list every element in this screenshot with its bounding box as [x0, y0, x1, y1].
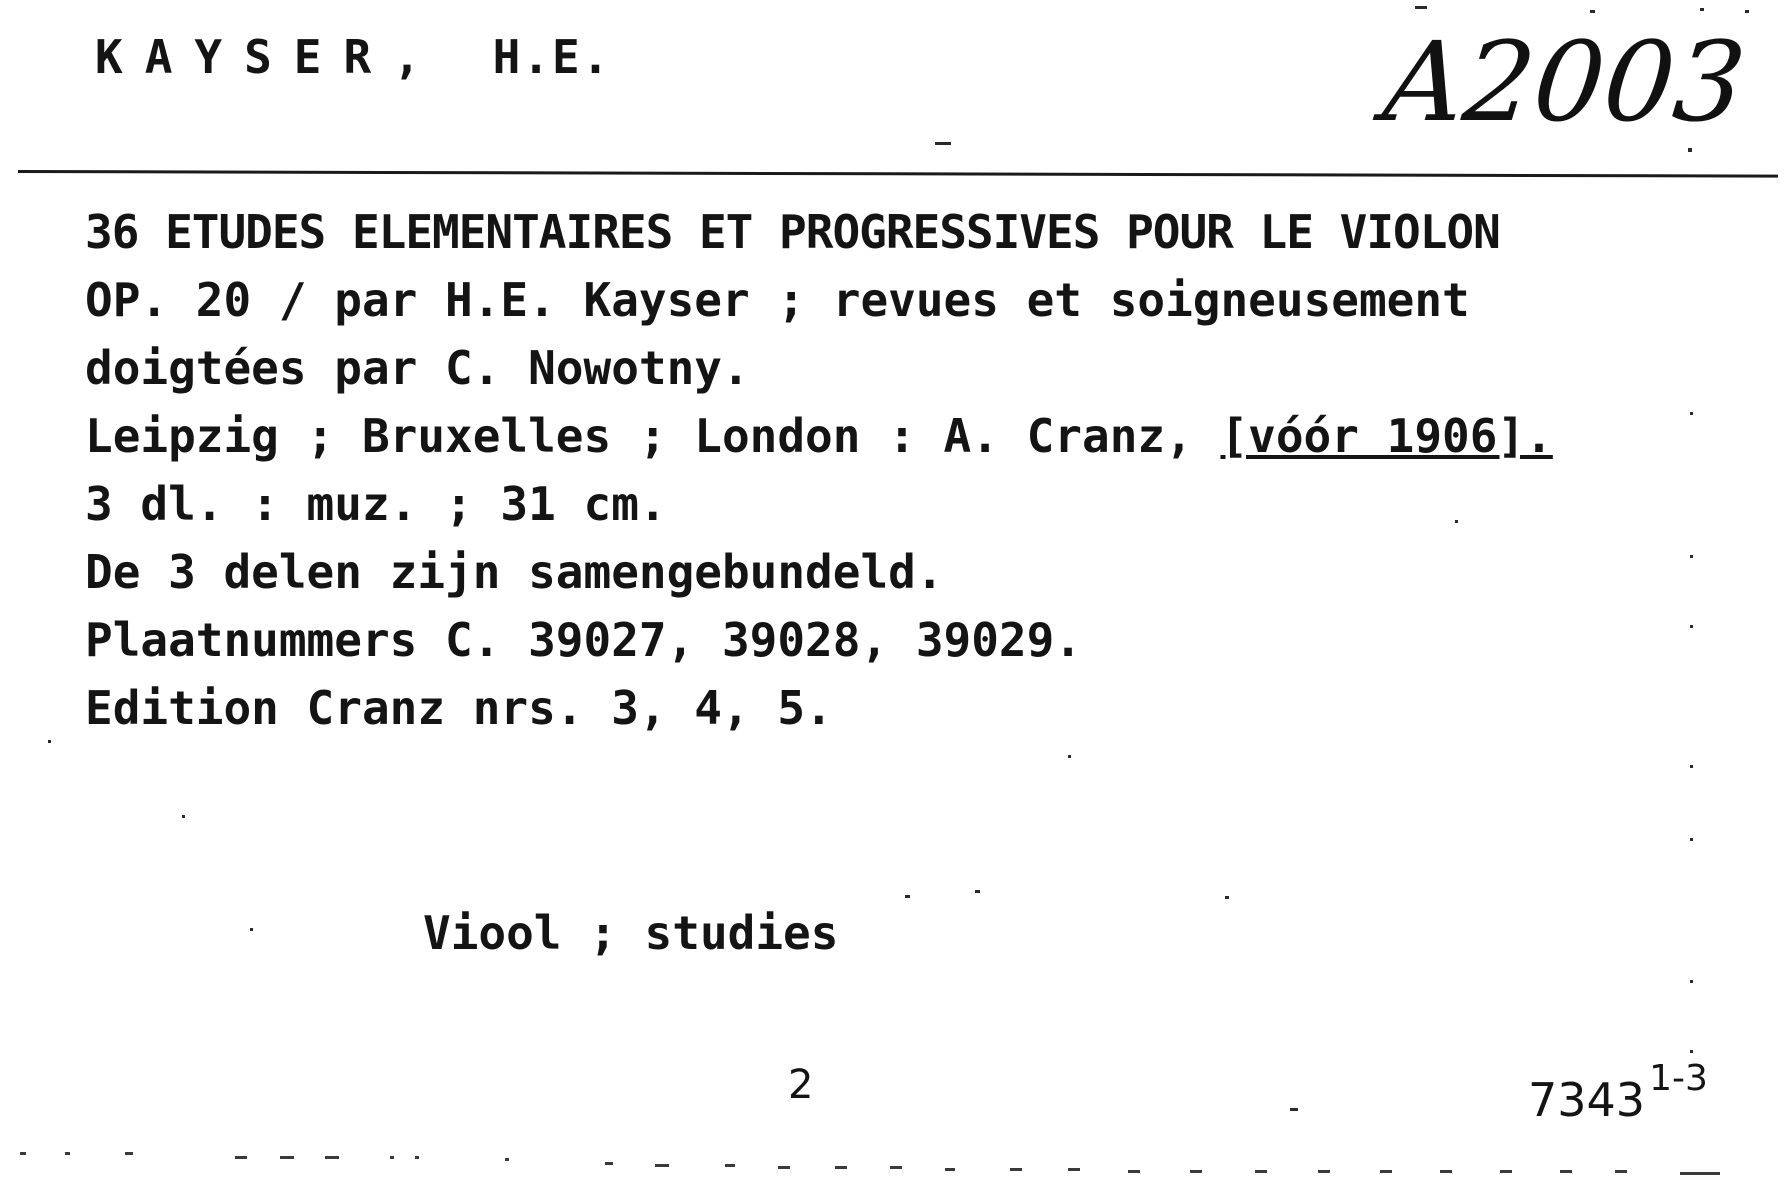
catalog-number: [1528, 1058, 1708, 1127]
publication-line: [85, 402, 1765, 470]
bibliographic-description: [85, 198, 1765, 742]
author-initials: H.E.: [492, 30, 612, 84]
title-line-2: OP. 20 / par H.E. Kayser ; revues et soigneusement: [85, 273, 1470, 327]
publication-date: [vóór 1906].: [1220, 409, 1553, 463]
heading-divider: [18, 170, 1778, 178]
title-line-1: 36 ETUDES ELEMENTAIRES ET PROGRESSIVES POUR LE VIOLON: [85, 205, 1500, 259]
card-number: 2: [788, 1062, 814, 1108]
title-line-3: doigtées par C. Nowotny.: [85, 341, 750, 395]
subject-heading: Viool ; studies: [423, 906, 839, 960]
catalog-volumes: 1-3: [1649, 1058, 1708, 1099]
note-volumes: De 3 delen zijn samengebundeld.: [85, 545, 944, 599]
note-edition: Edition Cranz nrs. 3, 4, 5.: [85, 681, 833, 735]
author-heading: KAYSER, H.E.: [95, 30, 612, 84]
publication-place-publisher: Leipzig ; Bruxelles ; London : A. Cranz,: [85, 409, 1221, 463]
note-plate-numbers: Plaatnummers C. 39027, 39028, 39029.: [85, 613, 1082, 667]
catalog-number-value: 7343: [1528, 1073, 1646, 1127]
handwritten-shelfmark: A2003: [1378, 18, 1752, 146]
author-surname: KAYSER: [95, 30, 394, 84]
physical-description: 3 dl. : muz. ; 31 cm.: [85, 477, 667, 531]
